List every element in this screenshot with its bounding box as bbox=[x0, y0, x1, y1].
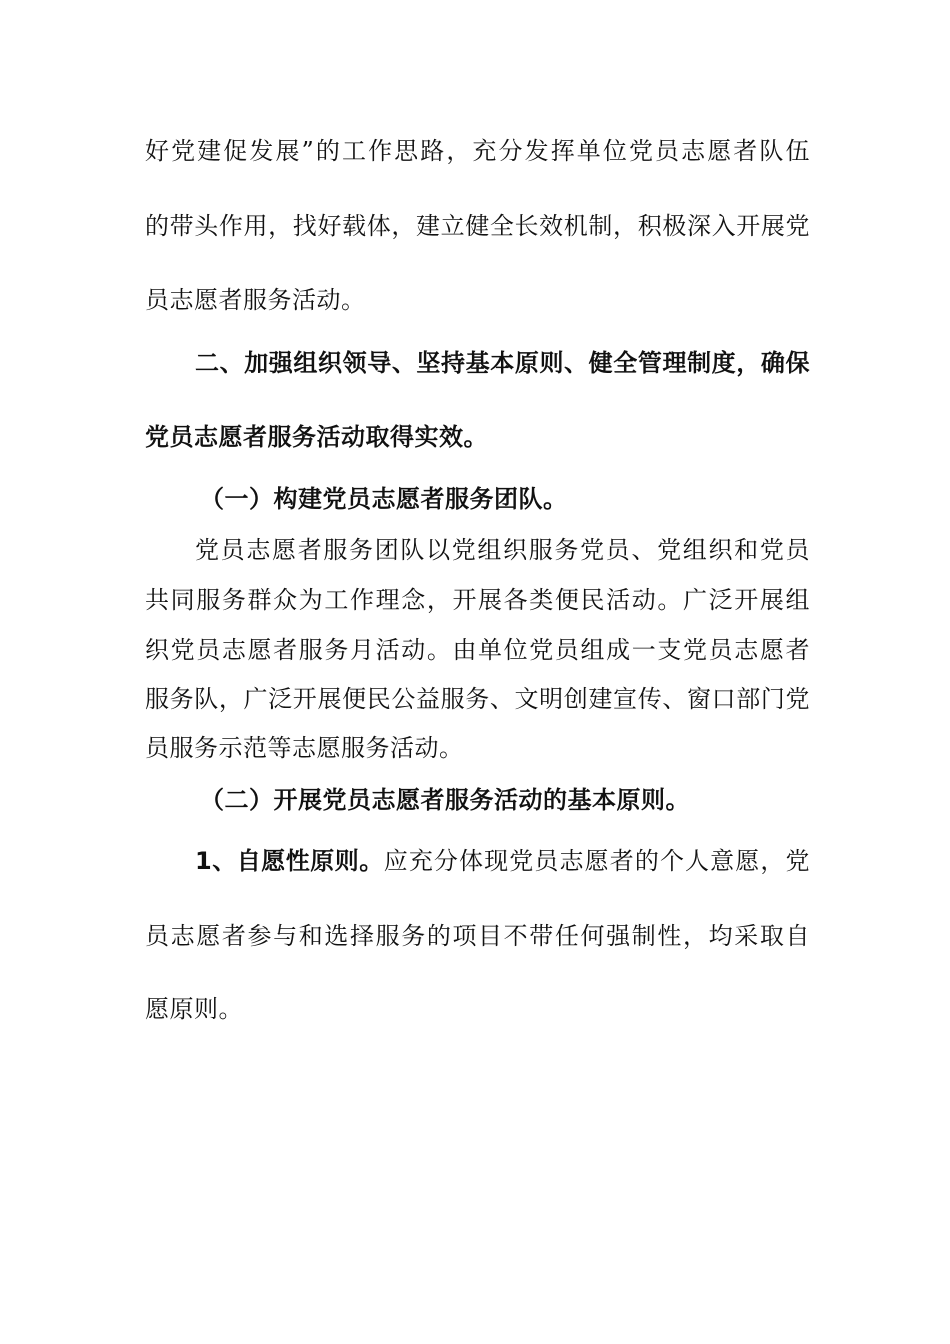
section-two-heading-line-1: 二、加强组织领导、坚持基本原则、健全管理制度，确保 bbox=[195, 349, 810, 377]
intro-line-2: 的带头作用，找好载体，建立健全长效机制，积极深入开展党 bbox=[145, 212, 810, 240]
section-two-heading-line-2: 党员志愿者服务活动取得实效。 bbox=[145, 423, 488, 451]
principle-one-text: 应充分体现党员志愿者的个人意愿，党 bbox=[383, 847, 810, 875]
principle-one-line-2: 员志愿者参与和选择服务的项目不带任何强制性，均采取自 bbox=[145, 922, 810, 950]
subsection-one-line-1: 党员志愿者服务团队以党组织服务党员、党组织和党员 bbox=[195, 536, 810, 564]
intro-line-3: 员志愿者服务活动。 bbox=[145, 286, 366, 314]
principle-one-line-1 bbox=[195, 846, 810, 876]
subsection-two-heading: （二）开展党员志愿者服务活动的基本原则。 bbox=[200, 785, 690, 814]
subsection-one-line-5: 员服务示范等志愿服务活动。 bbox=[145, 734, 464, 762]
principle-one-label: 1、自愿性原则。 bbox=[195, 847, 384, 875]
subsection-one-line-2: 共同服务群众为工作理念，开展各类便民活动。广泛开展组 bbox=[145, 586, 810, 614]
subsection-one-heading: （一）构建党员志愿者服务团队。 bbox=[200, 484, 568, 513]
subsection-one-line-3: 织党员志愿者服务月活动。由单位党员组成一支党员志愿者 bbox=[145, 636, 810, 664]
principle-one-line-3: 愿原则。 bbox=[145, 995, 243, 1023]
subsection-one-line-4: 服务队，广泛开展便民公益服务、文明创建宣传、窗口部门党 bbox=[145, 685, 810, 713]
intro-line-1: 好党建促发展”的工作思路，充分发挥单位党员志愿者队伍 bbox=[145, 137, 810, 165]
